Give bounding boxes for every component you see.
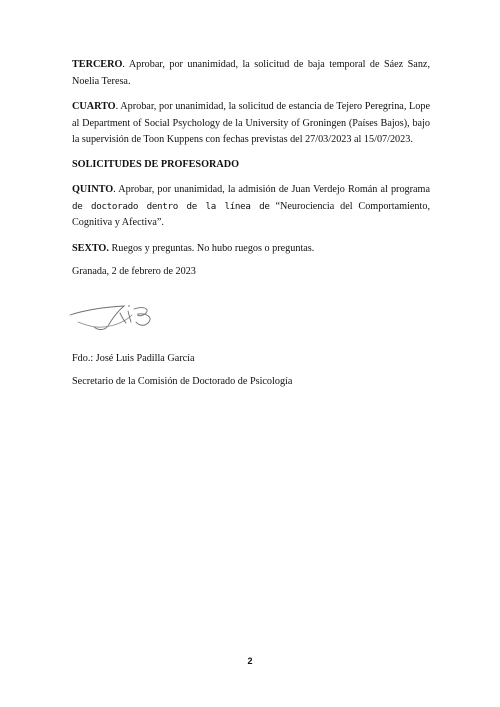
text-sexto: Ruegos y preguntas. No hubo ruegos o preguntas. — [108, 243, 315, 254]
text-quinto-mono: de doctorado dentro de la línea de — [72, 200, 270, 212]
signature-image — [68, 289, 158, 337]
paragraph-cuarto — [72, 99, 430, 149]
section-heading: SOLICITUDES DE PROFESORADO — [72, 159, 239, 170]
label-sexto: SEXTO. — [72, 243, 109, 254]
text-quinto-a: . Aprobar, por unanimidad, la admisión de Juan Verdejo Román al programa — [113, 184, 430, 195]
signer-role: Secretario de la Comisión de Doctorado de Psicología — [72, 376, 293, 387]
text-tercero: . Aprobar, por unanimidad, la solicitud de baja temporal de Sáez Sanz, Noelia Teresa. — [72, 59, 430, 87]
paragraph-tercero — [72, 57, 430, 90]
label-cuarto: CUARTO — [72, 101, 116, 112]
paragraph-sexto — [72, 241, 430, 258]
text-cuarto: . Aprobar, por unanimidad, la solicitud de estancia de Tejero Peregrina, Lope al Department of Social Psychology de la University of Groningen (Países Bajos), bajo la supervisión de Toon Kuppens con fechas previstas del 27/03/2023 al 15/07/2023. — [72, 101, 430, 145]
page-number: 2 — [247, 656, 253, 666]
signed-by: Fdo.: José Luis Padilla García — [72, 353, 195, 364]
place-date: Granada, 2 de febrero de 2023 — [72, 266, 196, 277]
paragraph-quinto — [72, 182, 430, 232]
text-quinto-b: “Neurociencia del Comportamiento, Cognitiva y Afectiva”. — [72, 200, 430, 228]
label-tercero: TERCERO — [72, 59, 123, 70]
label-quinto: QUINTO — [72, 184, 114, 195]
